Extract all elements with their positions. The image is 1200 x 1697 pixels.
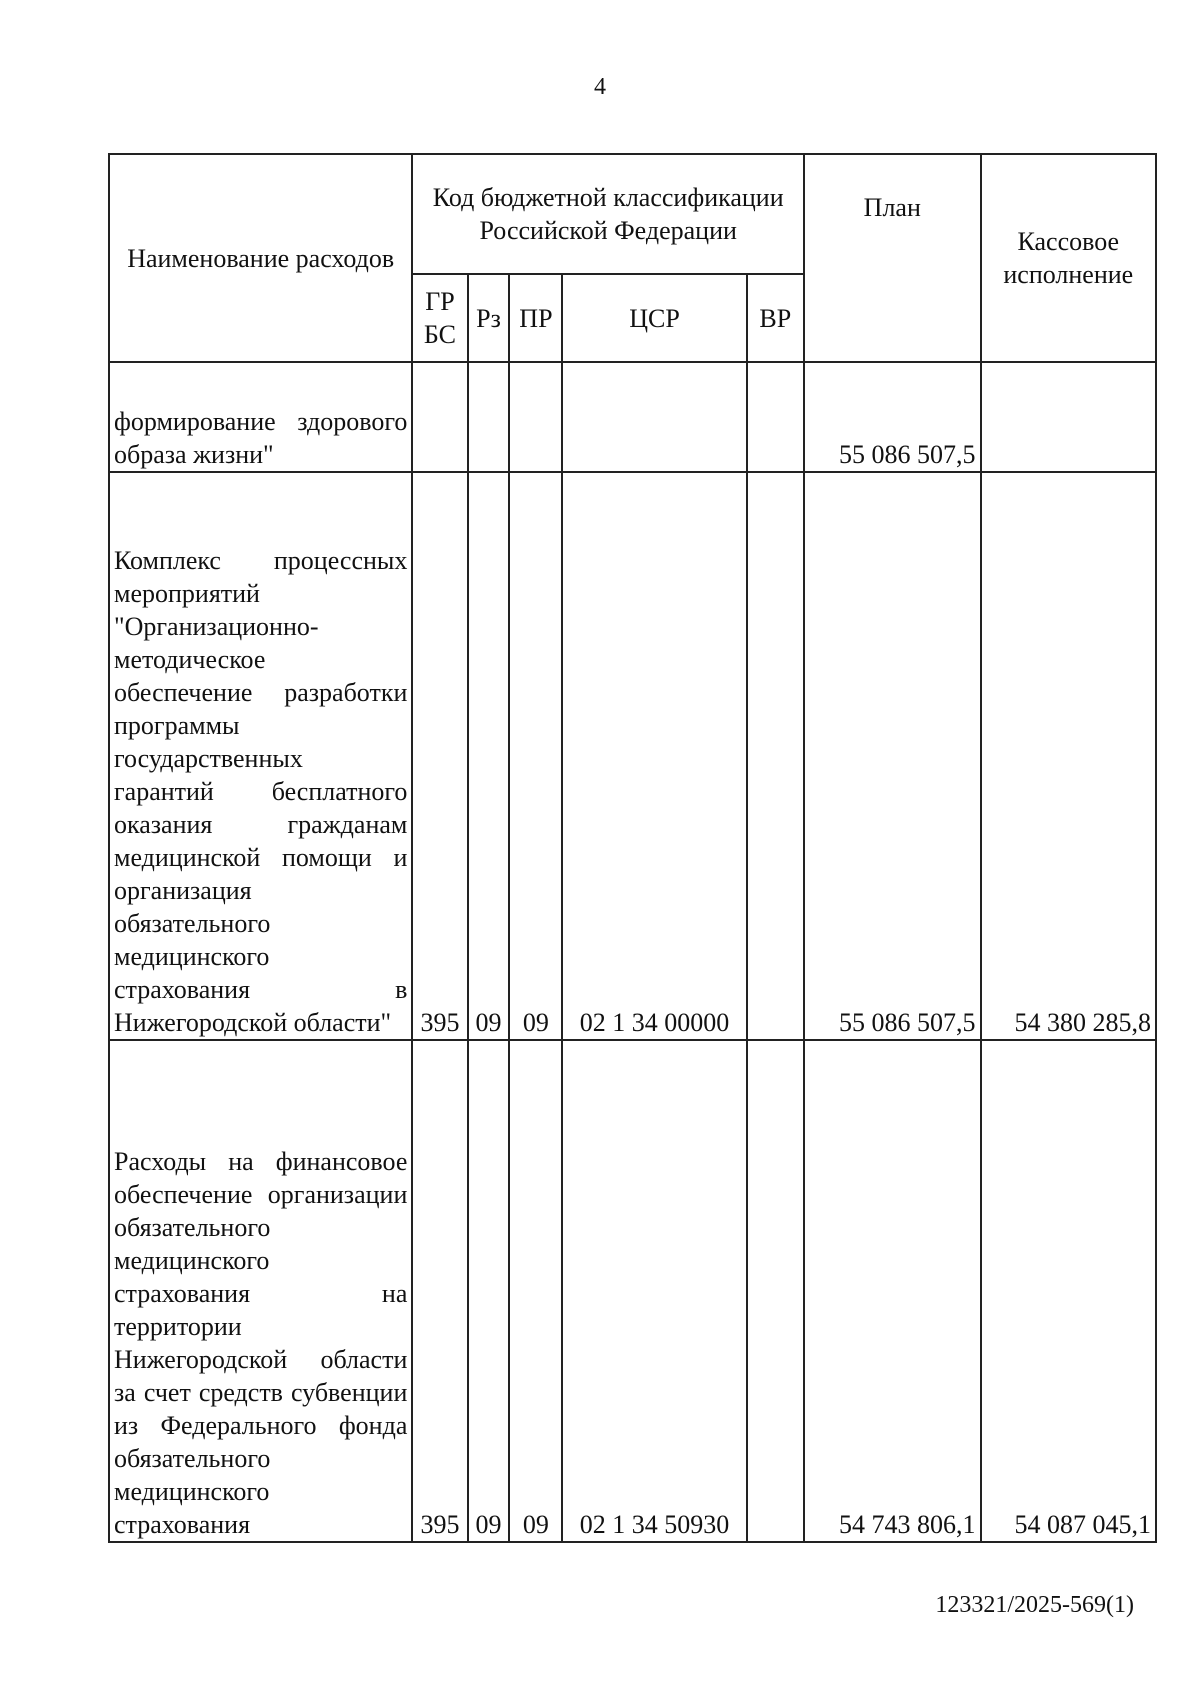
header-code-group: Код бюджетной классификации Российской Федерации <box>412 154 804 274</box>
row-name: формирование здорового образа жизни" <box>109 362 412 472</box>
row-rz <box>468 362 510 472</box>
row-plan: 55 086 507,5 <box>804 472 981 1040</box>
table-row <box>109 472 1156 1040</box>
row-execution: 54 380 285,8 <box>981 472 1156 1040</box>
row-csr <box>562 362 746 472</box>
header-vr: ВР <box>747 274 804 362</box>
row-csr: 02 1 34 50930 <box>562 1040 746 1542</box>
header-pr: ПР <box>509 274 562 362</box>
row-plan: 55 086 507,5 <box>804 362 981 472</box>
table-row <box>109 1040 1156 1542</box>
row-pr: 09 <box>509 472 562 1040</box>
budget-table <box>108 153 1157 1543</box>
row-execution: 54 087 045,1 <box>981 1040 1156 1542</box>
header-rz: Рз <box>468 274 510 362</box>
page-number: 4 <box>594 74 606 100</box>
row-grbs <box>412 362 467 472</box>
row-plan: 54 743 806,1 <box>804 1040 981 1542</box>
row-pr: 09 <box>509 1040 562 1542</box>
row-vr <box>747 1040 804 1542</box>
row-csr: 02 1 34 00000 <box>562 472 746 1040</box>
row-pr <box>509 362 562 472</box>
document-number: 123321/2025-569(1) <box>935 1592 1134 1618</box>
row-grbs: 395 <box>412 472 467 1040</box>
row-grbs: 395 <box>412 1040 467 1542</box>
row-execution <box>981 362 1156 472</box>
row-name: Комплекс процессных мероприятий "Организационно-методическое обеспечение разработки программы государственных гарантий бесплатного оказания гражданам медицинской помощи и организация обязательного медицинского страхования в Нижегородской области" <box>109 472 412 1040</box>
row-vr <box>747 472 804 1040</box>
header-execution: Кассовое исполнение <box>981 154 1156 362</box>
row-rz: 09 <box>468 472 510 1040</box>
table-row <box>109 362 1156 472</box>
header-plan: План <box>804 154 981 362</box>
row-vr <box>747 362 804 472</box>
row-rz: 09 <box>468 1040 510 1542</box>
row-name: Расходы на финансовое обеспечение организации обязательного медицинского страхования на территории Нижегородской области за счет средств субвенции из Федерального фонда обязательного медицинского страхования <box>109 1040 412 1542</box>
header-grbs: ГР БС <box>412 274 467 362</box>
header-name: Наименование расходов <box>109 154 412 362</box>
header-csr: ЦСР <box>562 274 746 362</box>
